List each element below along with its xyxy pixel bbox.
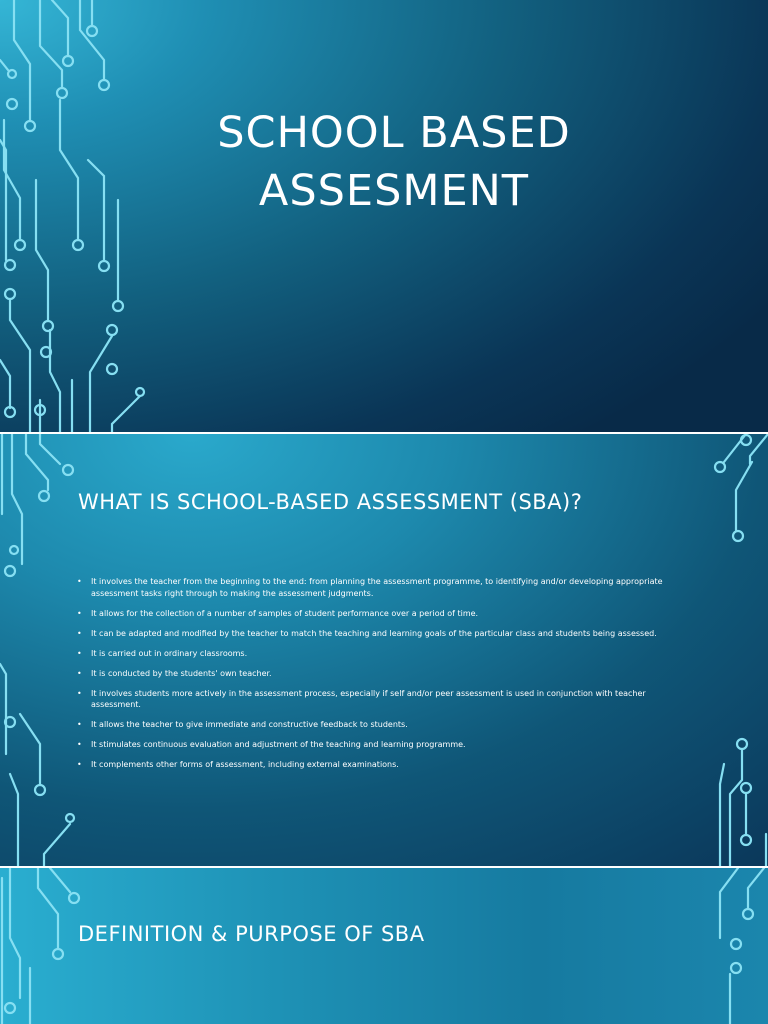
slide-1 xyxy=(0,0,768,432)
slide-2-title: WHAT IS SCHOOL-BASED ASSESSMENT (SBA)? xyxy=(78,490,583,514)
slide-3-title: DEFINITION & PURPOSE OF SBA xyxy=(78,922,425,946)
circuit-decoration-left xyxy=(0,868,110,1024)
list-item: • It is carried out in ordinary classrooms. xyxy=(76,648,692,660)
list-item: • It allows the teacher to give immediate and constructive feedback to students. xyxy=(76,719,692,731)
list-item: • It complements other forms of assessment, including external examinations. xyxy=(76,759,692,771)
slide-2 xyxy=(0,434,768,866)
circuit-decoration-right xyxy=(690,434,768,866)
slide-3 xyxy=(0,868,768,1024)
list-item: • It can be adapted and modified by the teacher to match the teaching and learning goals of the particular class and students being assessed. xyxy=(76,628,692,640)
circuit-decoration-right xyxy=(690,868,768,1024)
list-item: • It involves students more actively in the assessment process, especially if self and/or peer assessment is used in conjunction with teacher assessment. xyxy=(76,688,692,711)
title-line-2: ASSESMENT xyxy=(258,166,530,216)
slide-1-title xyxy=(130,104,658,220)
list-item: • It allows for the collection of a number of samples of student performance over a period of time. xyxy=(76,608,692,620)
list-item: • It involves the teacher from the beginning to the end: from planning the assessment programme, to identifying and/or developing appropriate assessment tasks right through to making the assessment judgments. xyxy=(76,576,692,599)
bullet-list xyxy=(76,576,692,779)
list-item: • It stimulates continuous evaluation and adjustment of the teaching and learning programme. xyxy=(76,739,692,751)
title-line-1: SCHOOL BASED xyxy=(217,108,571,158)
list-item: • It is conducted by the students' own teacher. xyxy=(76,668,692,680)
